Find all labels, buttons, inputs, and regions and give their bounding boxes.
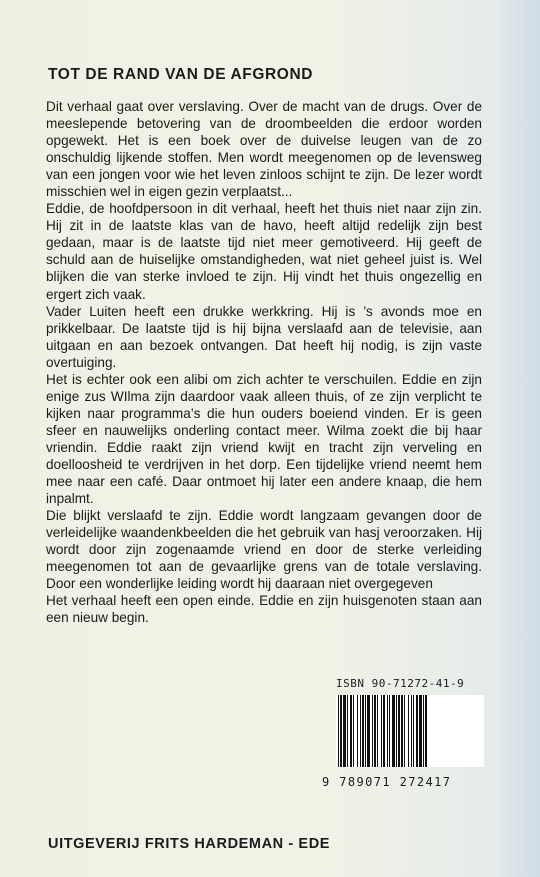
blurb-paragraph: Eddie, de hoofdpersoon in dit verhaal, heeft het thuis niet naar zijn zin. Hij zit in de laatste klas van de havo, heeft altijd redelijk zijn best gedaan, maar is de laatste tijd niet meer gemotiveerd. Hij geeft de schuld aan de huiselijke omstandigheden, wat niet geheel juist is. Wel blijken die van sterke invloed te zijn. Hij vindt het thuis ongezellig en ergert zich vaak. bbox=[46, 201, 482, 302]
blurb-paragraph: Dit verhaal gaat over verslaving. Over de macht van de drugs. Over de meeslepende betovering van de droombeelden die erdoor worden opgewekt. Het is een boek over de duivelse leugen van de zo onschuldig lijkende stoffen. Men wordt meegenomen op de levensweg van een jongen voor wie het leven zinloos schijnt te zijn. De lezer wordt misschien wel in eigen gezin verplaatst... bbox=[46, 99, 482, 200]
blurb-paragraph: Vader Luiten heeft een drukke werkkring. Hij is ’s avonds moe en prikkelbaar. De laatste tijd is hij bijna verslaafd aan de televisie, aan uitgaan en aan bezoek ontvangen. Dat heeft hij nodig, is zijn vaste overtuiging. bbox=[46, 303, 482, 370]
barcode-digits: 9 789071 272417 bbox=[322, 775, 452, 789]
barcode bbox=[336, 695, 484, 767]
book-title: TOT DE RAND VAN DE AFGROND bbox=[48, 66, 314, 83]
blurb-text bbox=[46, 98, 482, 626]
publisher-name: UITGEVERIJ FRITS HARDEMAN - EDE bbox=[48, 836, 331, 852]
cover-edge-strip bbox=[496, 0, 540, 877]
isbn-label: ISBN 90-71272-41-9 bbox=[336, 677, 465, 690]
blurb-paragraph: Die blijkt verslaafd te zijn. Eddie wordt langzaam gevangen door de verleidelijke waandenkbeelden die het gebruik van hasj veroorzaken. Hij wordt door zijn zogenaamde vriend en door de sterke verleiding meegenomen tot aan de gevaarlijke grens van de totale verslaving. Door een wonderlijke leiding wordt hij daaraan niet overgegeven bbox=[46, 508, 482, 592]
blurb-paragraph: Het is echter ook een alibi om zich achter te verschuilen. Eddie en zijn enige zus WIlma zijn daardoor vaak alleen thuis, of ze zijn verplicht te kijken naar programma’s die hun ouders boeiend vinden. Er is geen sfeer en nauwelijks onderling contact meer. Wilma zoekt die bij haar vriendin. Eddie raakt zijn vriend kwijt en tracht zijn verveling en doelloosheid te verdrijven in het dorp. Een tijdelijke vriend neemt hem mee naar een café. Daar ontmoet hij later een andere knaap, die hem inpalmt. bbox=[46, 371, 482, 507]
blurb-paragraph: Het verhaal heeft een open einde. Eddie en zijn huisgenoten staan aan een nieuw begin. bbox=[46, 593, 482, 626]
